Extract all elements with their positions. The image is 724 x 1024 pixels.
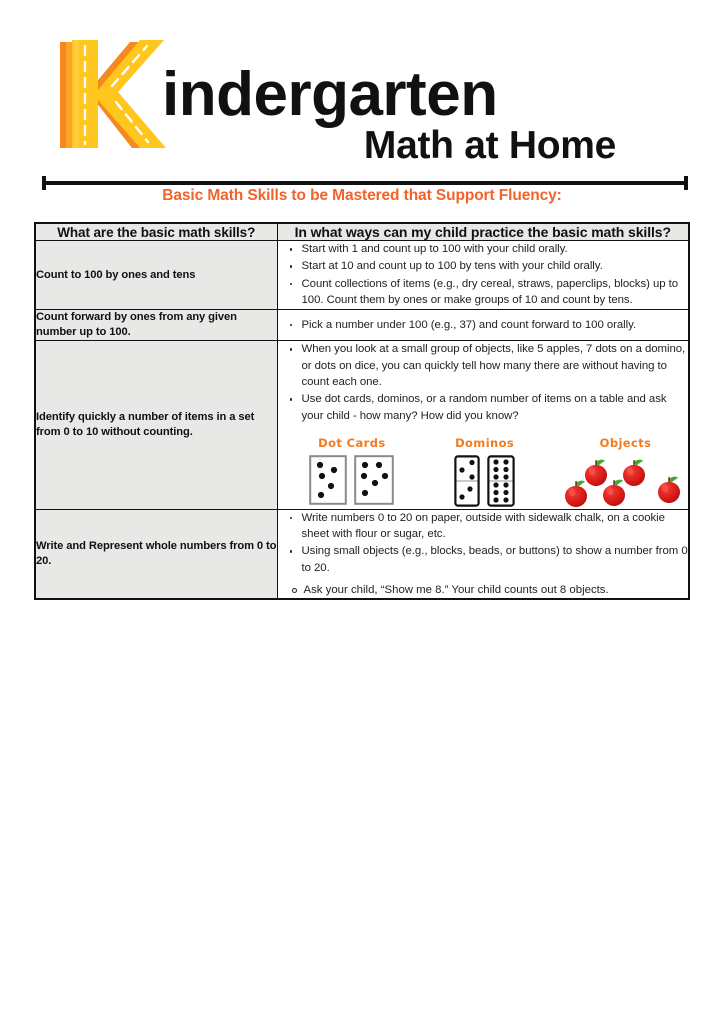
page-title-sub: Math at Home bbox=[363, 124, 616, 167]
example-group-objects bbox=[563, 436, 688, 509]
list-item: Using small objects (e.g., blocks, beads, or buttons) to show a number from 0 to 20. bbox=[302, 543, 689, 576]
dominos-art bbox=[422, 455, 547, 507]
practice-sub-bullet-list bbox=[278, 582, 689, 598]
math-skills-table bbox=[34, 222, 690, 600]
domino-3-2-icon bbox=[454, 455, 480, 507]
table-row bbox=[35, 341, 689, 509]
list-item: Count collections of items (e.g., dry cereal, straws, paperclips, blocks) up to 100. Count them by ones or make groups of 10 and count by tens. bbox=[302, 276, 689, 309]
page-title-main: indergarten bbox=[162, 60, 498, 129]
dot-card-6-icon bbox=[354, 455, 394, 505]
five-apples-icon bbox=[563, 455, 688, 509]
page-header bbox=[0, 0, 724, 215]
practice-cell bbox=[277, 509, 689, 599]
example-label-dominos: Dominos bbox=[455, 435, 515, 450]
visual-examples bbox=[278, 436, 689, 509]
rule-line bbox=[42, 181, 688, 185]
practice-bullet-list bbox=[278, 510, 689, 576]
example-group-dominos bbox=[422, 436, 547, 507]
page-subtitle: Basic Math Skills to be Mastered that Support Fluency: bbox=[162, 187, 562, 204]
list-item: Use dot cards, dominos, or a random number of items on a table and ask your child - how many? How did you know? bbox=[302, 391, 689, 424]
practice-bullet-list bbox=[278, 241, 689, 308]
practice-bullet-list bbox=[278, 317, 689, 333]
example-label-dot-cards: Dot Cards bbox=[318, 435, 386, 450]
dot-cards-art bbox=[290, 455, 415, 505]
list-item: Write numbers 0 to 20 on paper, outside with sidewalk chalk, on a cookie sheet with flour or sugar, etc. bbox=[302, 510, 689, 543]
column-header-practice: In what ways can my child practice the basic math skills? bbox=[277, 223, 689, 241]
practice-cell bbox=[277, 310, 689, 341]
dot-card-5-icon bbox=[309, 455, 347, 505]
table-row bbox=[35, 310, 689, 341]
list-item: Ask your child, “Show me 8.” Your child counts out 8 objects. bbox=[304, 582, 689, 598]
example-group-dot-cards bbox=[290, 436, 415, 505]
example-label-objects: Objects bbox=[599, 435, 652, 450]
practice-bullet-list bbox=[278, 341, 689, 423]
skill-cell: Identify quickly a number of items in a set from 0 to 10 without counting. bbox=[35, 341, 277, 509]
page-blank-area bbox=[0, 750, 724, 1024]
list-item: Start with 1 and count up to 100 with your child orally. bbox=[302, 241, 689, 257]
table-row bbox=[35, 241, 689, 310]
skill-cell: Count forward by ones from any given number up to 100. bbox=[35, 310, 277, 341]
skill-cell: Write and Represent whole numbers from 0 to 20. bbox=[35, 509, 277, 599]
column-header-skills: What are the basic math skills? bbox=[35, 223, 277, 241]
list-item: Start at 10 and count up to 100 by tens with your child orally. bbox=[302, 258, 689, 274]
kindergarten-k-logo-icon bbox=[52, 26, 170, 158]
list-item: When you look at a small group of objects, like 5 apples, 7 dots on a domino, or dots on dice, you can quickly tell how many there are without having to count each one. bbox=[302, 341, 689, 390]
table-header-row bbox=[35, 223, 689, 241]
skill-cell: Count to 100 by ones and tens bbox=[35, 241, 277, 310]
apples-art bbox=[563, 455, 688, 509]
table-row bbox=[35, 509, 689, 599]
practice-cell bbox=[277, 341, 689, 509]
list-item: Pick a number under 100 (e.g., 37) and count forward to 100 orally. bbox=[302, 317, 689, 333]
domino-6-6-icon bbox=[487, 455, 515, 507]
practice-cell bbox=[277, 241, 689, 310]
